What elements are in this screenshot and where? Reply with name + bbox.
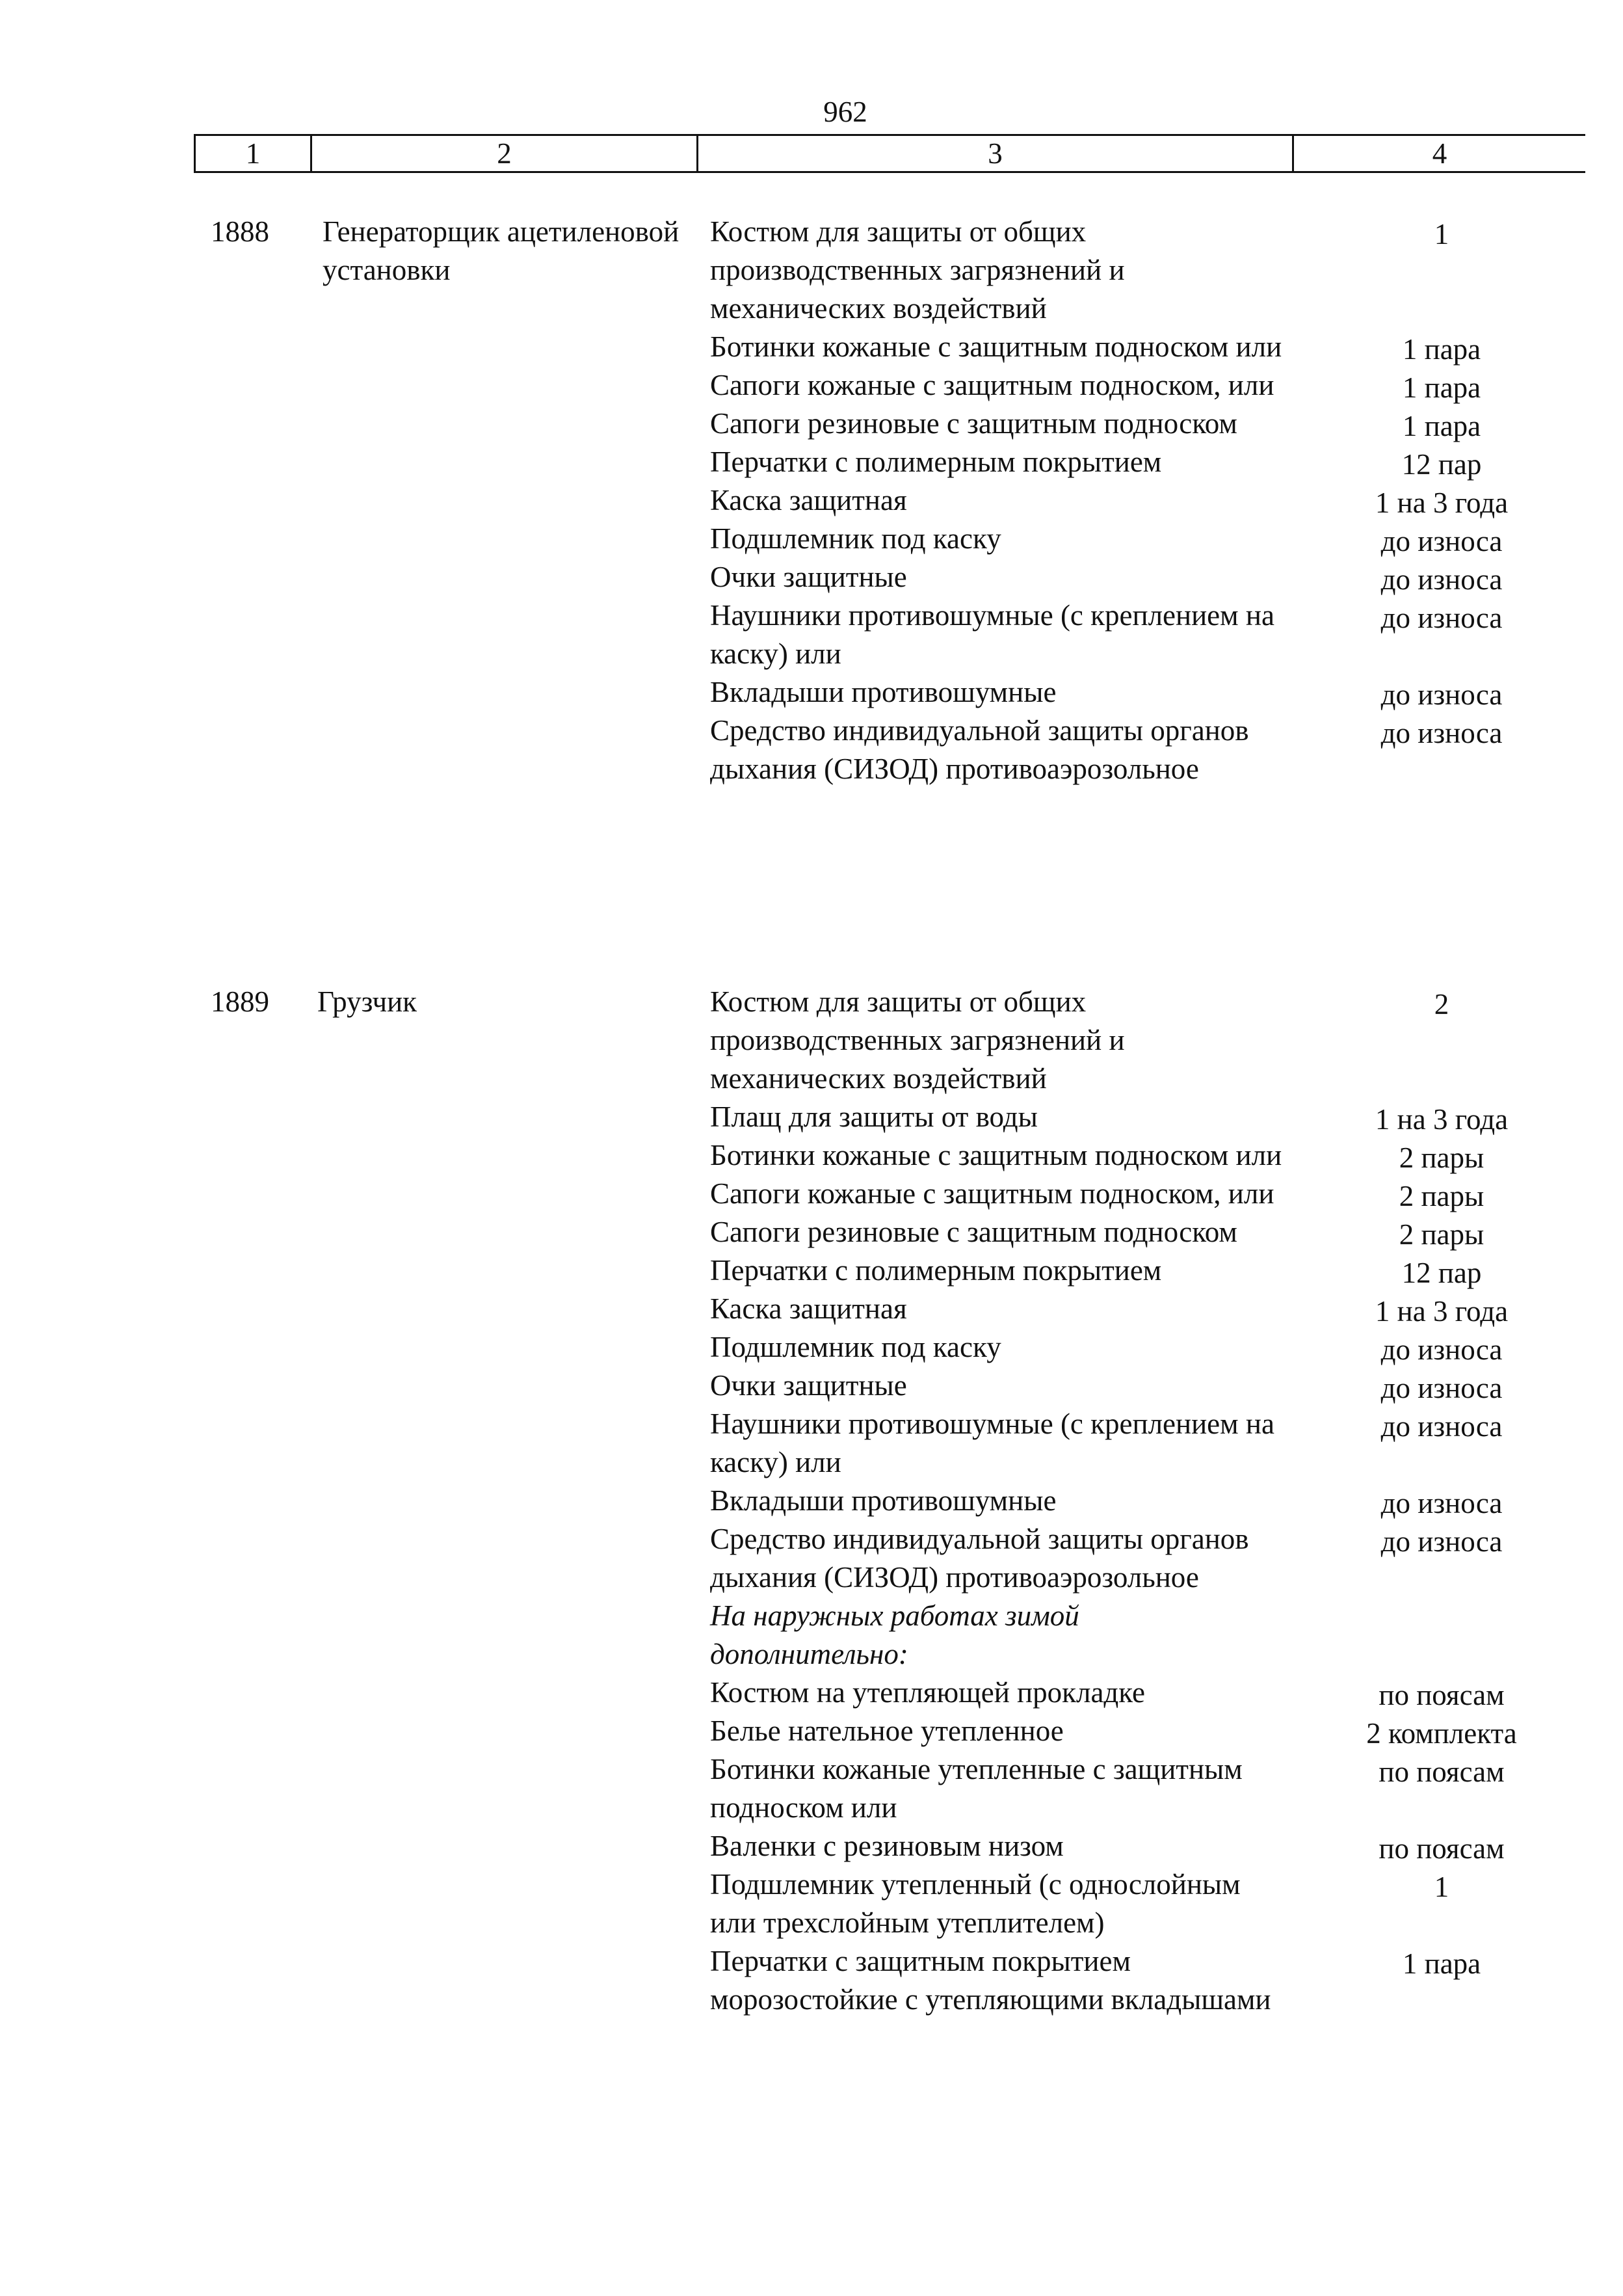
ppe-item-name: Подшлемник под каску bbox=[710, 1331, 1001, 1363]
subheading-text: На наружных работах зимой дополнительно: bbox=[710, 1599, 1079, 1670]
ppe-item-name: Ботинки кожаные утепленные с защитным подноском или bbox=[710, 1753, 1243, 1824]
ppe-item-name: Валенки с резиновым низом bbox=[710, 1830, 1064, 1862]
ppe-item bbox=[710, 520, 1607, 558]
ppe-item-quantity: до износа bbox=[1380, 678, 1503, 711]
ppe-item-quantity: 1 bbox=[1434, 218, 1449, 250]
ppe-item bbox=[710, 1290, 1607, 1328]
column-header-4: 4 bbox=[1432, 137, 1447, 170]
ppe-item bbox=[710, 1251, 1607, 1290]
ppe-item-quantity: 1 bbox=[1434, 1871, 1449, 1903]
ppe-item-name: Белье нательное утепленное bbox=[710, 1715, 1064, 1747]
ppe-list bbox=[710, 983, 1607, 2019]
ppe-item-name: Костюм для защиты от общих производственных загрязнений и механических воздействий bbox=[710, 985, 1125, 1095]
ppe-item-name: Каска защитная bbox=[710, 1292, 907, 1325]
ppe-item-quantity: 1 на 3 года bbox=[1375, 1295, 1509, 1328]
winter-work-subheading bbox=[710, 1597, 1607, 1674]
ppe-list bbox=[710, 213, 1607, 788]
ppe-item-name: Костюм на утепляющей прокладке bbox=[710, 1676, 1146, 1709]
page-number: 962 bbox=[823, 96, 867, 128]
ppe-item bbox=[710, 596, 1607, 673]
ppe-item bbox=[710, 405, 1607, 443]
ppe-item-quantity: до износа bbox=[1380, 1525, 1503, 1558]
column-header-row bbox=[194, 134, 1585, 173]
ppe-item-quantity: 2 bbox=[1434, 988, 1449, 1021]
column-header-2: 2 bbox=[312, 136, 698, 171]
ppe-item-quantity: 2 комплекта bbox=[1366, 1717, 1517, 1750]
ppe-item-name: Перчатки с полимерным покрытием bbox=[710, 1254, 1162, 1287]
ppe-item-quantity: по поясам bbox=[1379, 1832, 1505, 1865]
ppe-item-name: Подшлемник под каску bbox=[710, 522, 1001, 555]
ppe-item-name: Средство индивидуальной защиты органов дыхания (СИЗОД) противоаэрозольное bbox=[710, 714, 1249, 785]
ppe-item-quantity: до износа bbox=[1380, 1372, 1503, 1404]
ppe-item-quantity: по поясам bbox=[1379, 1679, 1505, 1711]
ppe-item bbox=[710, 1520, 1607, 1597]
ppe-item-quantity: по поясам bbox=[1379, 1755, 1505, 1788]
ppe-item bbox=[710, 213, 1607, 328]
ppe-item bbox=[710, 1328, 1607, 1367]
ppe-item-quantity: 2 пары bbox=[1399, 1180, 1484, 1212]
ppe-item bbox=[710, 481, 1607, 520]
column-header-1: 1 bbox=[194, 136, 312, 171]
ppe-item-quantity: до износа bbox=[1380, 602, 1503, 634]
ppe-item-name: Очки защитные bbox=[710, 561, 907, 593]
ppe-item-name: Наушники противошумные (с креплением на каску) или bbox=[710, 599, 1274, 670]
ppe-item-quantity: 1 на 3 года bbox=[1375, 1103, 1509, 1136]
ppe-item-name: Плащ для защиты от воды bbox=[710, 1101, 1038, 1133]
ppe-item-name: Костюм для защиты от общих производственных загрязнений и механических воздействий bbox=[710, 215, 1125, 325]
ppe-item-quantity: до износа bbox=[1380, 717, 1503, 749]
ppe-item bbox=[710, 1175, 1607, 1213]
ppe-item-quantity: 12 пар bbox=[1401, 1257, 1482, 1289]
ppe-item bbox=[710, 1942, 1607, 2019]
ppe-item-quantity: 1 пара bbox=[1402, 1947, 1481, 1980]
ppe-item bbox=[710, 1405, 1607, 1482]
ppe-item bbox=[710, 1712, 1607, 1750]
ppe-item-name: Средство индивидуальной защиты органов дыхания (СИЗОД) противоаэрозольное bbox=[710, 1523, 1249, 1594]
ppe-item-name: Наушники противошумные (с креплением на каску) или bbox=[710, 1408, 1274, 1478]
ppe-item-name: Ботинки кожаные с защитным подноском или bbox=[710, 1139, 1282, 1171]
ppe-item-quantity: до износа bbox=[1380, 1410, 1503, 1443]
ppe-item-name: Сапоги резиновые с защитным подноском bbox=[710, 407, 1237, 440]
entry-number: 1889 bbox=[211, 985, 269, 1018]
ppe-item bbox=[710, 983, 1607, 1098]
ppe-item-quantity: 1 пара bbox=[1402, 333, 1481, 366]
ppe-item-quantity: 2 пары bbox=[1399, 1141, 1484, 1174]
ppe-item-quantity: 12 пар bbox=[1401, 448, 1482, 481]
ppe-item-name: Подшлемник утепленный (с однослойным или трехслойным утеплителем) bbox=[710, 1868, 1241, 1939]
ppe-item bbox=[710, 1750, 1607, 1827]
profession-name: Грузчик bbox=[317, 985, 417, 1018]
ppe-item bbox=[710, 1674, 1607, 1712]
column-header-3: 3 bbox=[698, 136, 1294, 171]
ppe-item-quantity: 2 пары bbox=[1399, 1218, 1484, 1251]
ppe-item bbox=[710, 443, 1607, 481]
ppe-item-quantity: до износа bbox=[1380, 1487, 1503, 1519]
ppe-item bbox=[710, 1213, 1607, 1251]
ppe-item bbox=[710, 1367, 1607, 1405]
ppe-item-name: Перчатки с полимерным покрытием bbox=[710, 446, 1162, 478]
ppe-item bbox=[710, 1482, 1607, 1520]
ppe-item-name: Каска защитная bbox=[710, 484, 907, 516]
ppe-item-name: Ботинки кожаные с защитным подноском или bbox=[710, 330, 1282, 363]
ppe-item-name: Очки защитные bbox=[710, 1369, 907, 1402]
ppe-item-name: Вкладыши противошумные bbox=[710, 1484, 1057, 1517]
ppe-item-quantity: 1 пара bbox=[1402, 371, 1481, 404]
ppe-item-name: Сапоги кожаные с защитным подноском, или bbox=[710, 1177, 1274, 1210]
ppe-item bbox=[710, 1098, 1607, 1136]
ppe-item bbox=[710, 673, 1607, 712]
ppe-item-name: Перчатки с защитным покрытием морозостойкие с утепляющими вкладышами bbox=[710, 1945, 1271, 2016]
ppe-item-name: Сапоги резиновые с защитным подноском bbox=[710, 1216, 1237, 1248]
ppe-item-quantity: до износа bbox=[1380, 525, 1503, 557]
ppe-item-name: Сапоги кожаные с защитным подноском, или bbox=[710, 369, 1274, 401]
ppe-item-quantity: 1 на 3 года bbox=[1375, 487, 1509, 519]
ppe-item-quantity: 1 пара bbox=[1402, 410, 1481, 442]
ppe-item bbox=[710, 712, 1607, 788]
ppe-item bbox=[710, 328, 1607, 366]
ppe-item bbox=[710, 366, 1607, 405]
ppe-item-name: Вкладыши противошумные bbox=[710, 676, 1057, 708]
entry-number: 1888 bbox=[211, 215, 269, 248]
ppe-item bbox=[710, 1827, 1607, 1865]
ppe-item bbox=[710, 1865, 1607, 1942]
ppe-item bbox=[710, 558, 1607, 596]
ppe-item bbox=[710, 1136, 1607, 1175]
profession-name: Генераторщик ацетиленовой установки bbox=[323, 215, 680, 286]
ppe-item-quantity: до износа bbox=[1380, 563, 1503, 596]
ppe-item-quantity: до износа bbox=[1380, 1333, 1503, 1366]
